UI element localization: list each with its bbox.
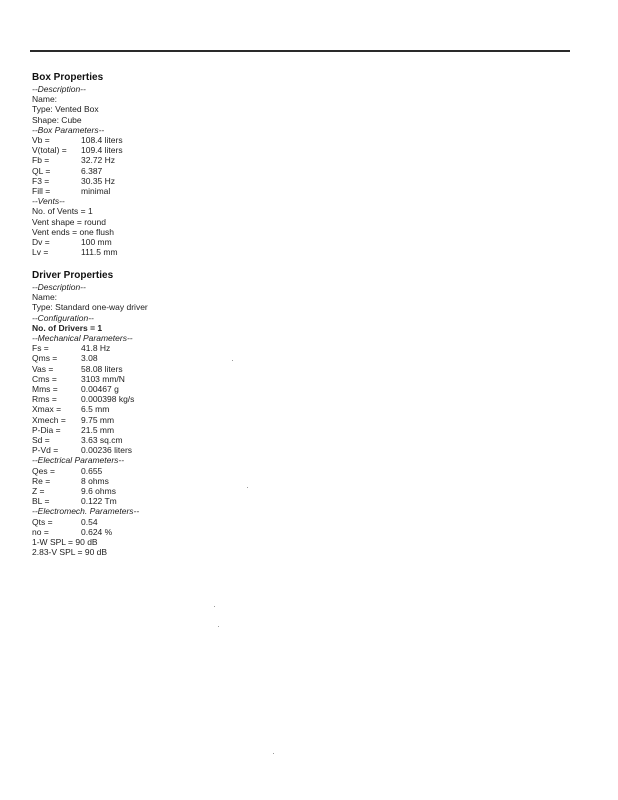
param-key: Re = [32, 475, 51, 486]
param-value: 0.54 [81, 516, 98, 527]
mechanical-parameters-header: --Mechanical Parameters-- [32, 333, 133, 344]
param-key: Xmech = [32, 414, 66, 425]
param-value: 0.122 Tm [81, 496, 117, 507]
driver-description-header: --Description-- [32, 282, 86, 292]
box-properties-section [32, 72, 332, 257]
box-param-row [32, 145, 332, 155]
mech-param-row [32, 404, 332, 414]
scan-speck [247, 487, 248, 488]
mech-param-row [32, 425, 332, 435]
scan-speck [232, 360, 233, 361]
spl-line: 1-W SPL = 90 dB [32, 537, 98, 548]
box-param-row [32, 135, 332, 145]
param-value: 32.72 Hz [81, 155, 116, 166]
param-key: Vas = [32, 363, 54, 374]
param-key: Qts = [32, 516, 53, 527]
param-key: Cms = [32, 373, 57, 384]
param-key: Lv = [32, 247, 49, 258]
electromech-parameters-header: --Electromech. Parameters-- [32, 506, 140, 517]
param-value: 3.08 [81, 353, 98, 364]
param-value: 108.4 liters [81, 135, 123, 146]
mech-param-row [32, 364, 332, 374]
param-value: 58.08 liters [81, 363, 123, 374]
mech-param-row [32, 384, 332, 394]
elec-param-row [32, 466, 332, 476]
param-value: 6.387 [81, 165, 103, 176]
param-key: V(total) = [32, 145, 67, 156]
electromech-param-row [32, 517, 332, 527]
vent-param-row [32, 247, 332, 257]
param-key: QL = [32, 165, 51, 176]
param-value: 3103 mm/N [81, 373, 125, 384]
param-key: BL = [32, 496, 50, 507]
param-value: 30.35 Hz [81, 175, 116, 186]
box-type: Type: Vented Box [32, 104, 99, 115]
mech-param-row [32, 415, 332, 425]
param-value: minimal [81, 186, 111, 197]
param-value: 0.655 [81, 465, 103, 476]
param-key: Mms = [32, 384, 58, 395]
param-value: 0.00236 liters [81, 445, 133, 456]
param-key: Dv = [32, 237, 50, 248]
param-key: Qes = [32, 465, 55, 476]
param-value: 41.8 Hz [81, 343, 111, 354]
vent-line: Vent ends = one flush [32, 226, 114, 237]
box-parameters-header: --Box Parameters-- [32, 124, 105, 135]
param-key: no = [32, 526, 49, 537]
param-key: P-Dia = [32, 424, 61, 435]
param-value: 111.5 mm [81, 247, 118, 258]
scan-speck [218, 626, 219, 627]
configuration-header: --Configuration-- [32, 312, 94, 323]
mech-param-row [32, 445, 332, 455]
param-key: Fb = [32, 155, 50, 166]
scan-speck [214, 606, 215, 607]
param-value: 0.000398 kg/s [81, 394, 135, 405]
scan-speck [273, 753, 274, 754]
box-properties-title: Box Properties [32, 72, 104, 83]
mech-param-row [32, 435, 332, 445]
driver-properties-title: Driver Properties [32, 270, 114, 281]
mech-param-row [32, 353, 332, 363]
elec-param-row [32, 476, 332, 486]
param-value: 9.6 ohms [81, 486, 116, 497]
param-value: 0.624 % [81, 526, 113, 537]
box-param-row [32, 166, 332, 176]
param-key: P-Vd = [32, 445, 59, 456]
mech-param-row [32, 394, 332, 404]
param-value: 109.4 liters [81, 145, 123, 156]
num-drivers: No. of Drivers = 1 [32, 322, 103, 333]
driver-type: Type: Standard one-way driver [32, 302, 148, 313]
param-value: 100 mm [81, 237, 112, 248]
vents-header: --Vents-- [32, 196, 65, 207]
param-value: 6.5 mm [81, 404, 110, 415]
param-key: Fill = [32, 186, 51, 197]
elec-param-row [32, 486, 332, 496]
box-param-row [32, 155, 332, 165]
header-rule [30, 50, 570, 52]
param-value: 8 ohms [81, 475, 109, 486]
param-key: Rms = [32, 394, 57, 405]
vent-line: Vent shape = round [32, 216, 106, 227]
box-description-header: --Description-- [32, 84, 86, 94]
param-key: Sd = [32, 435, 50, 446]
vent-param-row [32, 237, 332, 247]
param-key: Z = [32, 486, 45, 497]
param-key: F3 = [32, 175, 50, 186]
param-key: Fs = [32, 343, 49, 354]
mech-param-row [32, 343, 332, 353]
spl-line: 2.83-V SPL = 90 dB [32, 547, 108, 558]
param-value: 9.75 mm [81, 414, 115, 425]
box-name: Name: [32, 94, 58, 105]
box-param-row [32, 186, 332, 196]
elec-param-row [32, 496, 332, 506]
vent-line: No. of Vents = 1 [32, 206, 93, 217]
electrical-parameters-header: --Electrical Parameters-- [32, 455, 125, 466]
param-key: Qms = [32, 353, 58, 364]
box-param-row [32, 176, 332, 186]
driver-properties-section [32, 270, 332, 557]
electromech-param-row [32, 527, 332, 537]
driver-name: Name: [32, 292, 58, 303]
param-value: 0.00467 g [81, 384, 119, 395]
box-shape: Shape: Cube [32, 114, 82, 125]
param-value: 3.63 sq.cm [81, 435, 123, 446]
param-key: Vb = [32, 135, 50, 146]
param-key: Xmax = [32, 404, 62, 415]
mech-param-row [32, 374, 332, 384]
param-value: 21.5 mm [81, 424, 115, 435]
